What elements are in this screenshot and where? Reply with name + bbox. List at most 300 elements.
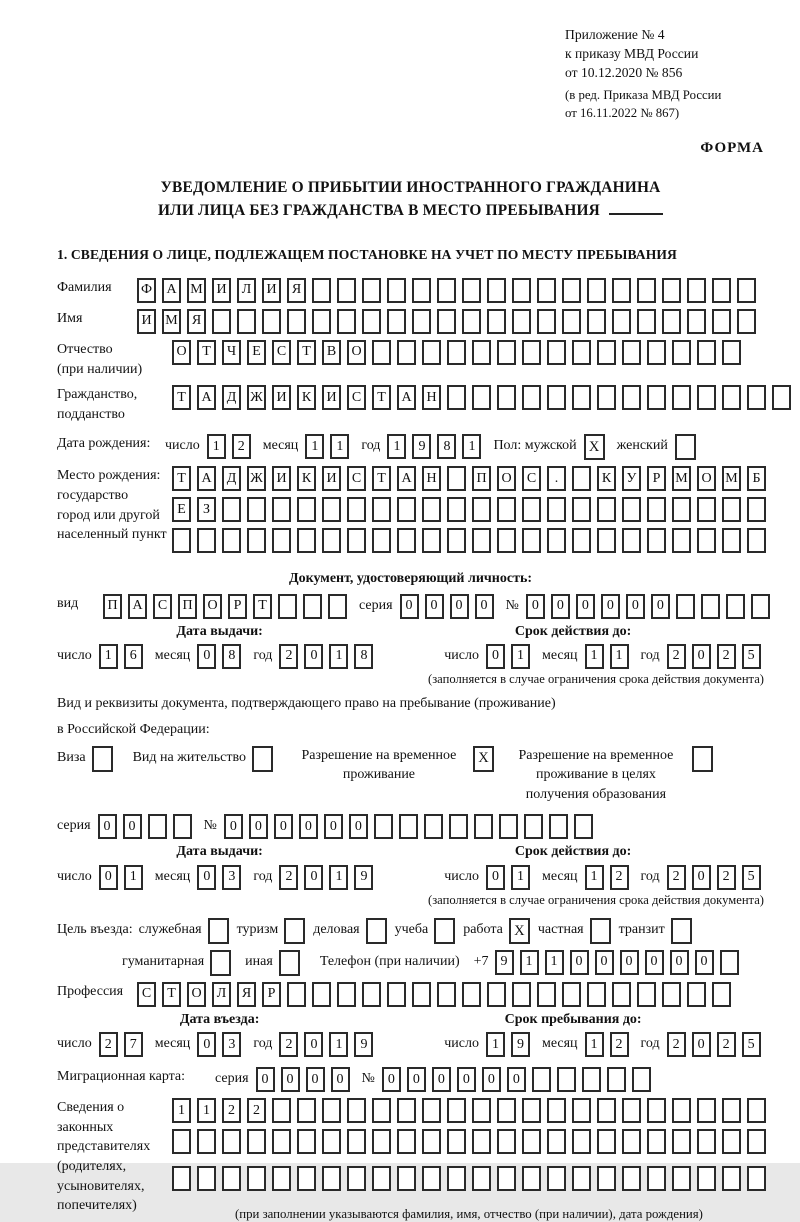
char-cell[interactable]: [462, 309, 481, 334]
char-cell[interactable]: 0: [349, 814, 368, 839]
char-cell[interactable]: 1: [610, 644, 629, 669]
char-cell[interactable]: [712, 278, 731, 303]
char-cell[interactable]: 1: [520, 950, 539, 975]
char-cell[interactable]: [532, 1067, 551, 1092]
char-cell[interactable]: [374, 814, 393, 839]
char-cell[interactable]: [437, 278, 456, 303]
char-cell[interactable]: [632, 1067, 651, 1092]
residence-permit-checkbox[interactable]: [252, 746, 273, 772]
char-cell[interactable]: Д: [222, 466, 241, 491]
char-cell[interactable]: И: [322, 385, 341, 410]
char-cell[interactable]: [712, 982, 731, 1007]
char-cell[interactable]: [597, 340, 616, 365]
char-cell[interactable]: [722, 1129, 741, 1154]
char-cell[interactable]: [612, 309, 631, 334]
char-cell[interactable]: И: [212, 278, 231, 303]
char-cell[interactable]: 0: [601, 594, 620, 619]
char-cell[interactable]: [712, 309, 731, 334]
char-cell[interactable]: [347, 497, 366, 522]
char-cell[interactable]: С: [153, 594, 172, 619]
purpose-official-checkbox[interactable]: [208, 918, 229, 944]
char-cell[interactable]: Б: [747, 466, 766, 491]
char-cell[interactable]: Т: [253, 594, 272, 619]
char-cell[interactable]: 0: [324, 814, 343, 839]
char-cell[interactable]: [487, 278, 506, 303]
char-cell[interactable]: Р: [228, 594, 247, 619]
char-cell[interactable]: [472, 1166, 491, 1191]
char-cell[interactable]: [372, 1166, 391, 1191]
char-cell[interactable]: [747, 497, 766, 522]
char-cell[interactable]: [522, 1098, 541, 1123]
char-cell[interactable]: 0: [626, 594, 645, 619]
char-cell[interactable]: 2: [279, 1032, 298, 1057]
char-cell[interactable]: [547, 340, 566, 365]
char-cell[interactable]: [587, 278, 606, 303]
char-cell[interactable]: 0: [306, 1067, 325, 1092]
char-cell[interactable]: [362, 309, 381, 334]
char-cell[interactable]: С: [272, 340, 291, 365]
char-cell[interactable]: [647, 528, 666, 553]
temp-residence-education-checkbox[interactable]: [692, 746, 713, 772]
char-cell[interactable]: [697, 1166, 716, 1191]
char-cell[interactable]: 2: [717, 865, 736, 890]
char-cell[interactable]: [272, 528, 291, 553]
char-cell[interactable]: [672, 497, 691, 522]
char-cell[interactable]: [687, 278, 706, 303]
char-cell[interactable]: [622, 528, 641, 553]
char-cell[interactable]: П: [178, 594, 197, 619]
char-cell[interactable]: 0: [224, 814, 243, 839]
char-cell[interactable]: 0: [475, 594, 494, 619]
char-cell[interactable]: [312, 982, 331, 1007]
char-cell[interactable]: [362, 278, 381, 303]
visa-checkbox[interactable]: [92, 746, 113, 772]
char-cell[interactable]: [562, 309, 581, 334]
char-cell[interactable]: [572, 466, 591, 491]
char-cell[interactable]: [737, 278, 756, 303]
char-cell[interactable]: [607, 1067, 626, 1092]
char-cell[interactable]: А: [397, 466, 416, 491]
char-cell[interactable]: [322, 497, 341, 522]
char-cell[interactable]: [522, 497, 541, 522]
char-cell[interactable]: [512, 309, 531, 334]
char-cell[interactable]: О: [497, 466, 516, 491]
char-cell[interactable]: В: [322, 340, 341, 365]
purpose-work-checkbox[interactable]: X: [509, 918, 530, 944]
char-cell[interactable]: 9: [354, 1032, 373, 1057]
char-cell[interactable]: [701, 594, 720, 619]
char-cell[interactable]: 0: [197, 865, 216, 890]
char-cell[interactable]: [247, 1129, 266, 1154]
char-cell[interactable]: [272, 497, 291, 522]
char-cell[interactable]: [547, 528, 566, 553]
char-cell[interactable]: [612, 982, 631, 1007]
char-cell[interactable]: [687, 309, 706, 334]
char-cell[interactable]: 0: [256, 1067, 275, 1092]
char-cell[interactable]: 2: [667, 1032, 686, 1057]
char-cell[interactable]: [720, 950, 739, 975]
char-cell[interactable]: 0: [576, 594, 595, 619]
char-cell[interactable]: [497, 1129, 516, 1154]
char-cell[interactable]: [462, 278, 481, 303]
char-cell[interactable]: [572, 1098, 591, 1123]
char-cell[interactable]: [597, 1166, 616, 1191]
char-cell[interactable]: [422, 1129, 441, 1154]
char-cell[interactable]: О: [187, 982, 206, 1007]
char-cell[interactable]: [337, 309, 356, 334]
char-cell[interactable]: .: [547, 466, 566, 491]
char-cell[interactable]: [522, 1129, 541, 1154]
char-cell[interactable]: [622, 497, 641, 522]
char-cell[interactable]: [449, 814, 468, 839]
char-cell[interactable]: Я: [237, 982, 256, 1007]
char-cell[interactable]: 5: [742, 644, 761, 669]
char-cell[interactable]: [447, 340, 466, 365]
char-cell[interactable]: Л: [212, 982, 231, 1007]
char-cell[interactable]: [447, 1129, 466, 1154]
char-cell[interactable]: 2: [279, 644, 298, 669]
char-cell[interactable]: М: [187, 278, 206, 303]
char-cell[interactable]: [372, 497, 391, 522]
char-cell[interactable]: [622, 385, 641, 410]
char-cell[interactable]: [647, 385, 666, 410]
char-cell[interactable]: [222, 1166, 241, 1191]
char-cell[interactable]: [772, 385, 791, 410]
char-cell[interactable]: [522, 340, 541, 365]
char-cell[interactable]: [412, 982, 431, 1007]
char-cell[interactable]: 1: [330, 434, 349, 459]
char-cell[interactable]: [497, 340, 516, 365]
char-cell[interactable]: 1: [585, 865, 604, 890]
char-cell[interactable]: 0: [457, 1067, 476, 1092]
char-cell[interactable]: 8: [437, 434, 456, 459]
char-cell[interactable]: 2: [667, 644, 686, 669]
char-cell[interactable]: [676, 594, 695, 619]
char-cell[interactable]: [472, 385, 491, 410]
char-cell[interactable]: [412, 309, 431, 334]
char-cell[interactable]: [647, 1098, 666, 1123]
char-cell[interactable]: Ж: [247, 466, 266, 491]
char-cell[interactable]: Т: [172, 466, 191, 491]
char-cell[interactable]: И: [322, 466, 341, 491]
char-cell[interactable]: 3: [222, 1032, 241, 1057]
char-cell[interactable]: 0: [692, 644, 711, 669]
char-cell[interactable]: [272, 1166, 291, 1191]
char-cell[interactable]: С: [347, 466, 366, 491]
char-cell[interactable]: [547, 497, 566, 522]
char-cell[interactable]: 0: [551, 594, 570, 619]
char-cell[interactable]: 0: [304, 644, 323, 669]
char-cell[interactable]: О: [697, 466, 716, 491]
char-cell[interactable]: 0: [299, 814, 318, 839]
char-cell[interactable]: 0: [651, 594, 670, 619]
char-cell[interactable]: [422, 528, 441, 553]
char-cell[interactable]: [328, 594, 347, 619]
char-cell[interactable]: 9: [354, 865, 373, 890]
char-cell[interactable]: 0: [425, 594, 444, 619]
char-cell[interactable]: [272, 1129, 291, 1154]
char-cell[interactable]: П: [472, 466, 491, 491]
char-cell[interactable]: [574, 814, 593, 839]
char-cell[interactable]: [647, 1129, 666, 1154]
char-cell[interactable]: Я: [187, 309, 206, 334]
char-cell[interactable]: С: [347, 385, 366, 410]
char-cell[interactable]: 0: [692, 1032, 711, 1057]
char-cell[interactable]: [372, 1098, 391, 1123]
char-cell[interactable]: С: [137, 982, 156, 1007]
char-cell[interactable]: [247, 528, 266, 553]
char-cell[interactable]: 0: [99, 865, 118, 890]
char-cell[interactable]: 2: [610, 1032, 629, 1057]
char-cell[interactable]: [622, 1129, 641, 1154]
char-cell[interactable]: [297, 528, 316, 553]
char-cell[interactable]: Т: [372, 385, 391, 410]
char-cell[interactable]: 1: [486, 1032, 505, 1057]
char-cell[interactable]: [572, 1129, 591, 1154]
char-cell[interactable]: С: [522, 466, 541, 491]
char-cell[interactable]: [726, 594, 745, 619]
char-cell[interactable]: 2: [667, 865, 686, 890]
char-cell[interactable]: Р: [647, 466, 666, 491]
char-cell[interactable]: 0: [331, 1067, 350, 1092]
char-cell[interactable]: [622, 1166, 641, 1191]
char-cell[interactable]: [557, 1067, 576, 1092]
char-cell[interactable]: 0: [645, 950, 664, 975]
char-cell[interactable]: [637, 982, 656, 1007]
char-cell[interactable]: И: [272, 466, 291, 491]
char-cell[interactable]: [447, 385, 466, 410]
char-cell[interactable]: [497, 497, 516, 522]
char-cell[interactable]: [287, 982, 306, 1007]
char-cell[interactable]: 0: [382, 1067, 401, 1092]
char-cell[interactable]: 2: [610, 865, 629, 890]
char-cell[interactable]: [337, 982, 356, 1007]
char-cell[interactable]: 2: [222, 1098, 241, 1123]
char-cell[interactable]: П: [103, 594, 122, 619]
char-cell[interactable]: [672, 1098, 691, 1123]
sex-female-checkbox[interactable]: [675, 434, 696, 460]
char-cell[interactable]: [447, 1098, 466, 1123]
char-cell[interactable]: [472, 1129, 491, 1154]
char-cell[interactable]: [447, 497, 466, 522]
char-cell[interactable]: А: [197, 385, 216, 410]
char-cell[interactable]: [237, 309, 256, 334]
char-cell[interactable]: О: [347, 340, 366, 365]
char-cell[interactable]: [512, 982, 531, 1007]
char-cell[interactable]: [322, 1098, 341, 1123]
char-cell[interactable]: Е: [247, 340, 266, 365]
sex-male-checkbox[interactable]: X: [584, 434, 605, 460]
char-cell[interactable]: 0: [400, 594, 419, 619]
char-cell[interactable]: [297, 1166, 316, 1191]
char-cell[interactable]: [262, 309, 281, 334]
char-cell[interactable]: 0: [432, 1067, 451, 1092]
char-cell[interactable]: [722, 528, 741, 553]
char-cell[interactable]: [597, 528, 616, 553]
char-cell[interactable]: [447, 528, 466, 553]
char-cell[interactable]: [747, 1166, 766, 1191]
char-cell[interactable]: [197, 1166, 216, 1191]
char-cell[interactable]: [422, 497, 441, 522]
char-cell[interactable]: К: [297, 466, 316, 491]
char-cell[interactable]: З: [197, 497, 216, 522]
char-cell[interactable]: 1: [585, 1032, 604, 1057]
char-cell[interactable]: [462, 982, 481, 1007]
char-cell[interactable]: 0: [670, 950, 689, 975]
char-cell[interactable]: [697, 497, 716, 522]
char-cell[interactable]: [337, 278, 356, 303]
char-cell[interactable]: [497, 1166, 516, 1191]
char-cell[interactable]: [572, 340, 591, 365]
char-cell[interactable]: 8: [354, 644, 373, 669]
char-cell[interactable]: [697, 1098, 716, 1123]
char-cell[interactable]: [397, 340, 416, 365]
char-cell[interactable]: 8: [222, 644, 241, 669]
char-cell[interactable]: И: [137, 309, 156, 334]
char-cell[interactable]: 1: [207, 434, 226, 459]
char-cell[interactable]: [612, 278, 631, 303]
char-cell[interactable]: [722, 1166, 741, 1191]
char-cell[interactable]: [222, 528, 241, 553]
char-cell[interactable]: К: [297, 385, 316, 410]
char-cell[interactable]: [751, 594, 770, 619]
char-cell[interactable]: [582, 1067, 601, 1092]
char-cell[interactable]: [387, 309, 406, 334]
char-cell[interactable]: [437, 309, 456, 334]
char-cell[interactable]: 1: [99, 644, 118, 669]
char-cell[interactable]: [597, 1098, 616, 1123]
char-cell[interactable]: [347, 1166, 366, 1191]
char-cell[interactable]: У: [622, 466, 641, 491]
char-cell[interactable]: Е: [172, 497, 191, 522]
char-cell[interactable]: [562, 278, 581, 303]
char-cell[interactable]: [737, 309, 756, 334]
char-cell[interactable]: [347, 1129, 366, 1154]
char-cell[interactable]: [572, 385, 591, 410]
char-cell[interactable]: [722, 340, 741, 365]
char-cell[interactable]: [247, 1166, 266, 1191]
temp-residence-checkbox[interactable]: X: [473, 746, 494, 772]
char-cell[interactable]: [397, 1129, 416, 1154]
char-cell[interactable]: [347, 1098, 366, 1123]
char-cell[interactable]: 0: [507, 1067, 526, 1092]
char-cell[interactable]: [397, 1098, 416, 1123]
char-cell[interactable]: [148, 814, 167, 839]
char-cell[interactable]: [587, 982, 606, 1007]
char-cell[interactable]: 2: [279, 865, 298, 890]
char-cell[interactable]: 2: [717, 1032, 736, 1057]
char-cell[interactable]: Я: [287, 278, 306, 303]
purpose-private-checkbox[interactable]: [590, 918, 611, 944]
char-cell[interactable]: [537, 309, 556, 334]
char-cell[interactable]: [522, 528, 541, 553]
char-cell[interactable]: 1: [329, 644, 348, 669]
char-cell[interactable]: А: [397, 385, 416, 410]
char-cell[interactable]: [197, 528, 216, 553]
char-cell[interactable]: А: [128, 594, 147, 619]
char-cell[interactable]: 0: [570, 950, 589, 975]
char-cell[interactable]: 0: [197, 1032, 216, 1057]
char-cell[interactable]: 0: [695, 950, 714, 975]
char-cell[interactable]: [172, 1166, 191, 1191]
char-cell[interactable]: 0: [595, 950, 614, 975]
char-cell[interactable]: [497, 1098, 516, 1123]
char-cell[interactable]: 7: [124, 1032, 143, 1057]
char-cell[interactable]: 1: [329, 1032, 348, 1057]
char-cell[interactable]: 1: [124, 865, 143, 890]
char-cell[interactable]: [547, 1129, 566, 1154]
char-cell[interactable]: [697, 528, 716, 553]
purpose-business-checkbox[interactable]: [366, 918, 387, 944]
char-cell[interactable]: [422, 1098, 441, 1123]
char-cell[interactable]: [372, 1129, 391, 1154]
char-cell[interactable]: [722, 385, 741, 410]
char-cell[interactable]: [287, 309, 306, 334]
char-cell[interactable]: 0: [249, 814, 268, 839]
char-cell[interactable]: [362, 982, 381, 1007]
char-cell[interactable]: [647, 1166, 666, 1191]
char-cell[interactable]: [472, 497, 491, 522]
char-cell[interactable]: [297, 1129, 316, 1154]
char-cell[interactable]: [747, 385, 766, 410]
char-cell[interactable]: 5: [742, 865, 761, 890]
char-cell[interactable]: [474, 814, 493, 839]
char-cell[interactable]: [399, 814, 418, 839]
char-cell[interactable]: [522, 385, 541, 410]
char-cell[interactable]: [424, 814, 443, 839]
char-cell[interactable]: [447, 1166, 466, 1191]
char-cell[interactable]: [437, 982, 456, 1007]
char-cell[interactable]: А: [162, 278, 181, 303]
char-cell[interactable]: [297, 1098, 316, 1123]
char-cell[interactable]: [303, 594, 322, 619]
char-cell[interactable]: Ч: [222, 340, 241, 365]
char-cell[interactable]: [597, 385, 616, 410]
char-cell[interactable]: 0: [620, 950, 639, 975]
char-cell[interactable]: 0: [98, 814, 117, 839]
char-cell[interactable]: 1: [511, 644, 530, 669]
char-cell[interactable]: [387, 982, 406, 1007]
char-cell[interactable]: 1: [305, 434, 324, 459]
char-cell[interactable]: [499, 814, 518, 839]
char-cell[interactable]: [622, 340, 641, 365]
purpose-other-checkbox[interactable]: [279, 950, 300, 976]
char-cell[interactable]: 2: [232, 434, 251, 459]
char-cell[interactable]: Т: [197, 340, 216, 365]
char-cell[interactable]: [572, 1166, 591, 1191]
char-cell[interactable]: Т: [172, 385, 191, 410]
char-cell[interactable]: 1: [462, 434, 481, 459]
char-cell[interactable]: Р: [262, 982, 281, 1007]
char-cell[interactable]: [562, 982, 581, 1007]
char-cell[interactable]: [597, 1129, 616, 1154]
char-cell[interactable]: Л: [237, 278, 256, 303]
char-cell[interactable]: [422, 1166, 441, 1191]
char-cell[interactable]: [662, 309, 681, 334]
char-cell[interactable]: [672, 385, 691, 410]
char-cell[interactable]: Т: [372, 466, 391, 491]
char-cell[interactable]: [672, 1129, 691, 1154]
char-cell[interactable]: [524, 814, 543, 839]
char-cell[interactable]: [572, 497, 591, 522]
char-cell[interactable]: [397, 497, 416, 522]
char-cell[interactable]: [472, 528, 491, 553]
char-cell[interactable]: 0: [123, 814, 142, 839]
char-cell[interactable]: 9: [511, 1032, 530, 1057]
char-cell[interactable]: [672, 340, 691, 365]
char-cell[interactable]: А: [197, 466, 216, 491]
char-cell[interactable]: [487, 309, 506, 334]
